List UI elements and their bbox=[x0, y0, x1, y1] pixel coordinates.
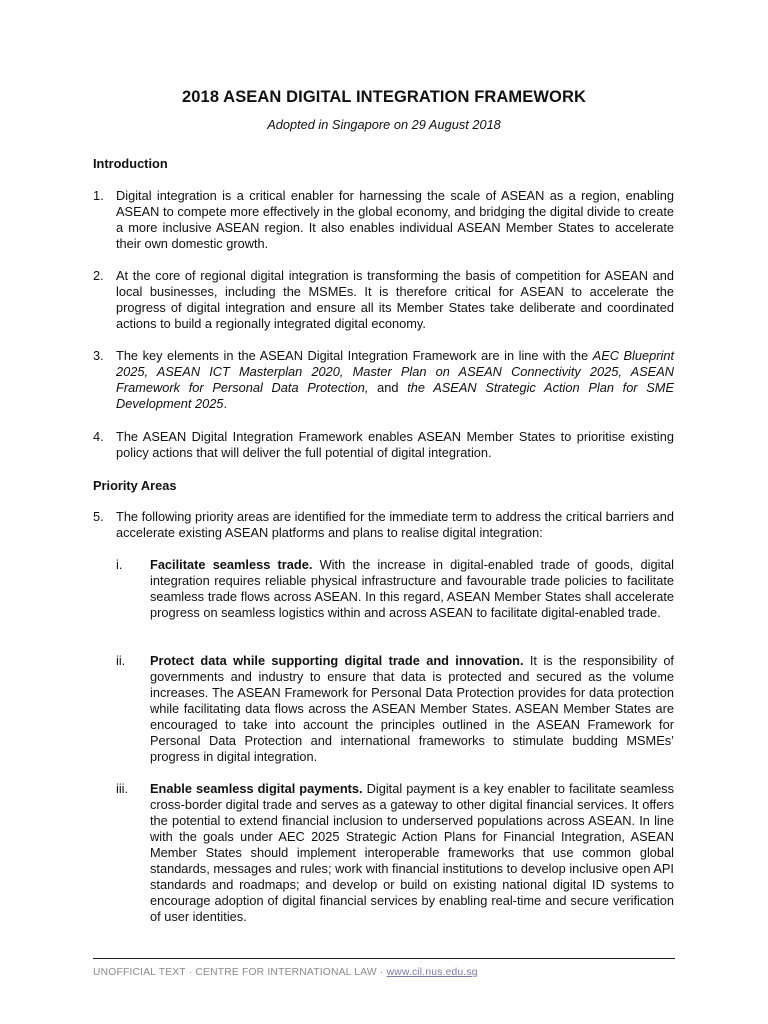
section-heading-priority-areas: Priority Areas bbox=[93, 478, 177, 493]
priority-numeral: i. bbox=[116, 557, 123, 572]
paragraph-text-end: . bbox=[223, 396, 227, 411]
priority-heading: Protect data while supporting digital trade and innovation. bbox=[150, 653, 524, 668]
paragraph-text-intro: The key elements in the ASEAN Digital Integration Framework are in line with the bbox=[116, 348, 593, 363]
paragraph-4 bbox=[93, 429, 674, 461]
priority-text bbox=[150, 557, 674, 621]
priority-body: Digital payment is a key enabler to facilitate seamless cross-border digital trade and serves as a gateway to other digital financial services. It offers the potential to extend financial inclusion to underserved populations across ASEAN. In line with the goals under AEC 2025 Strategic Action Plans for Financial Integration, ASEAN Member States should implement interoperable frameworks that use common global standards, messages and rules; work with financial institutions to develop inclusive open API standards and roadmaps; and develop or build on existing national digital ID systems to encourage adoption of digital financial services by enabling real-time and secure verification of user identities. bbox=[150, 781, 674, 924]
priority-item-iii bbox=[116, 781, 674, 925]
footer-link[interactable]: www.cil.nus.edu.sg bbox=[386, 967, 478, 978]
paragraph-text bbox=[116, 348, 674, 412]
priority-item-ii bbox=[116, 653, 674, 765]
priority-numeral: ii. bbox=[116, 653, 126, 668]
paragraph-3 bbox=[93, 348, 674, 412]
cited-plan-sme-italic: the ASEAN Strategic Action Plan for SME Development 2025 bbox=[116, 380, 675, 411]
paragraph-text: Digital integration is a critical enabler for harnessing the scale of ASEAN as a region, enabling ASEAN to compete more effectively in the global economy, and bridging the digital divide to create a more inclusive ASEAN region. It also enables individual ASEAN Member States to accelerate their own domestic growth. bbox=[116, 188, 674, 251]
paragraph-2 bbox=[93, 268, 674, 332]
paragraph-number: 2. bbox=[93, 268, 104, 283]
priority-heading: Facilitate seamless trade. bbox=[150, 557, 313, 572]
footer-text: UNOFFICIAL TEXT · CENTRE FOR INTERNATIONAL LAW · bbox=[93, 967, 387, 978]
priority-numeral: iii. bbox=[116, 781, 129, 796]
priority-heading: Enable seamless digital payments. bbox=[150, 781, 363, 796]
footer-divider bbox=[93, 958, 675, 959]
document-subtitle: Adopted in Singapore on 29 August 2018 bbox=[267, 117, 501, 132]
priority-item-i bbox=[116, 557, 674, 621]
paragraph-1 bbox=[93, 188, 674, 252]
paragraph-text: The ASEAN Digital Integration Framework enables ASEAN Member States to prioritise existing policy actions that will deliver the full potential of digital integration. bbox=[116, 429, 674, 460]
priority-body: It is the responsibility of governments and industry to ensure that data is protected and secured as the volume increases. The ASEAN Framework for Personal Data Protection provides for data protection while facilitating data flows across the ASEAN Member States. ASEAN Member States are encouraged to take into account the principles outlined in the ASEAN Framework for Personal Data Protection and international frameworks to stimulate budding MSMEs’ progress in digital integration. bbox=[150, 653, 674, 764]
paragraph-number: 5. bbox=[93, 509, 104, 524]
section-heading-introduction: Introduction bbox=[93, 156, 168, 171]
paragraph-text: At the core of regional digital integration is transforming the basis of competition for ASEAN and local businesses, including the MSMEs. It is therefore critical for ASEAN to accelerate the progress of digital integration and ensure all its Member States take deliberate and coordinated actions to build a regionally integrated digital economy. bbox=[116, 268, 674, 331]
paragraph-text-and: and bbox=[368, 380, 408, 395]
page-footer bbox=[93, 967, 478, 978]
paragraph-text: The following priority areas are identified for the immediate term to address the critical barriers and accelerate existing ASEAN platforms and plans to realise digital integration: bbox=[116, 509, 674, 540]
cited-plans-italic: AEC Blueprint 2025, ASEAN ICT Masterplan 2020, Master Plan on ASEAN Connectivity 2025, ASEAN Framework for Personal Data Protection, bbox=[116, 348, 675, 395]
priority-text bbox=[150, 653, 674, 765]
priority-text bbox=[150, 781, 674, 925]
paragraph-number: 1. bbox=[93, 188, 104, 203]
paragraph-5 bbox=[93, 509, 674, 541]
paragraph-number: 4. bbox=[93, 429, 104, 444]
paragraph-number: 3. bbox=[93, 348, 104, 363]
document-title: 2018 ASEAN DIGITAL INTEGRATION FRAMEWORK bbox=[182, 88, 586, 106]
priority-body: With the increase in digital-enabled trade of goods, digital integration requires reliable physical infrastructure and favourable trade policies to facilitate seamless trade flows across ASEAN. In this regard, ASEAN Member States shall accelerate progress on seamless logistics within and across ASEAN to facilitate digital-enabled trade. bbox=[150, 557, 674, 620]
